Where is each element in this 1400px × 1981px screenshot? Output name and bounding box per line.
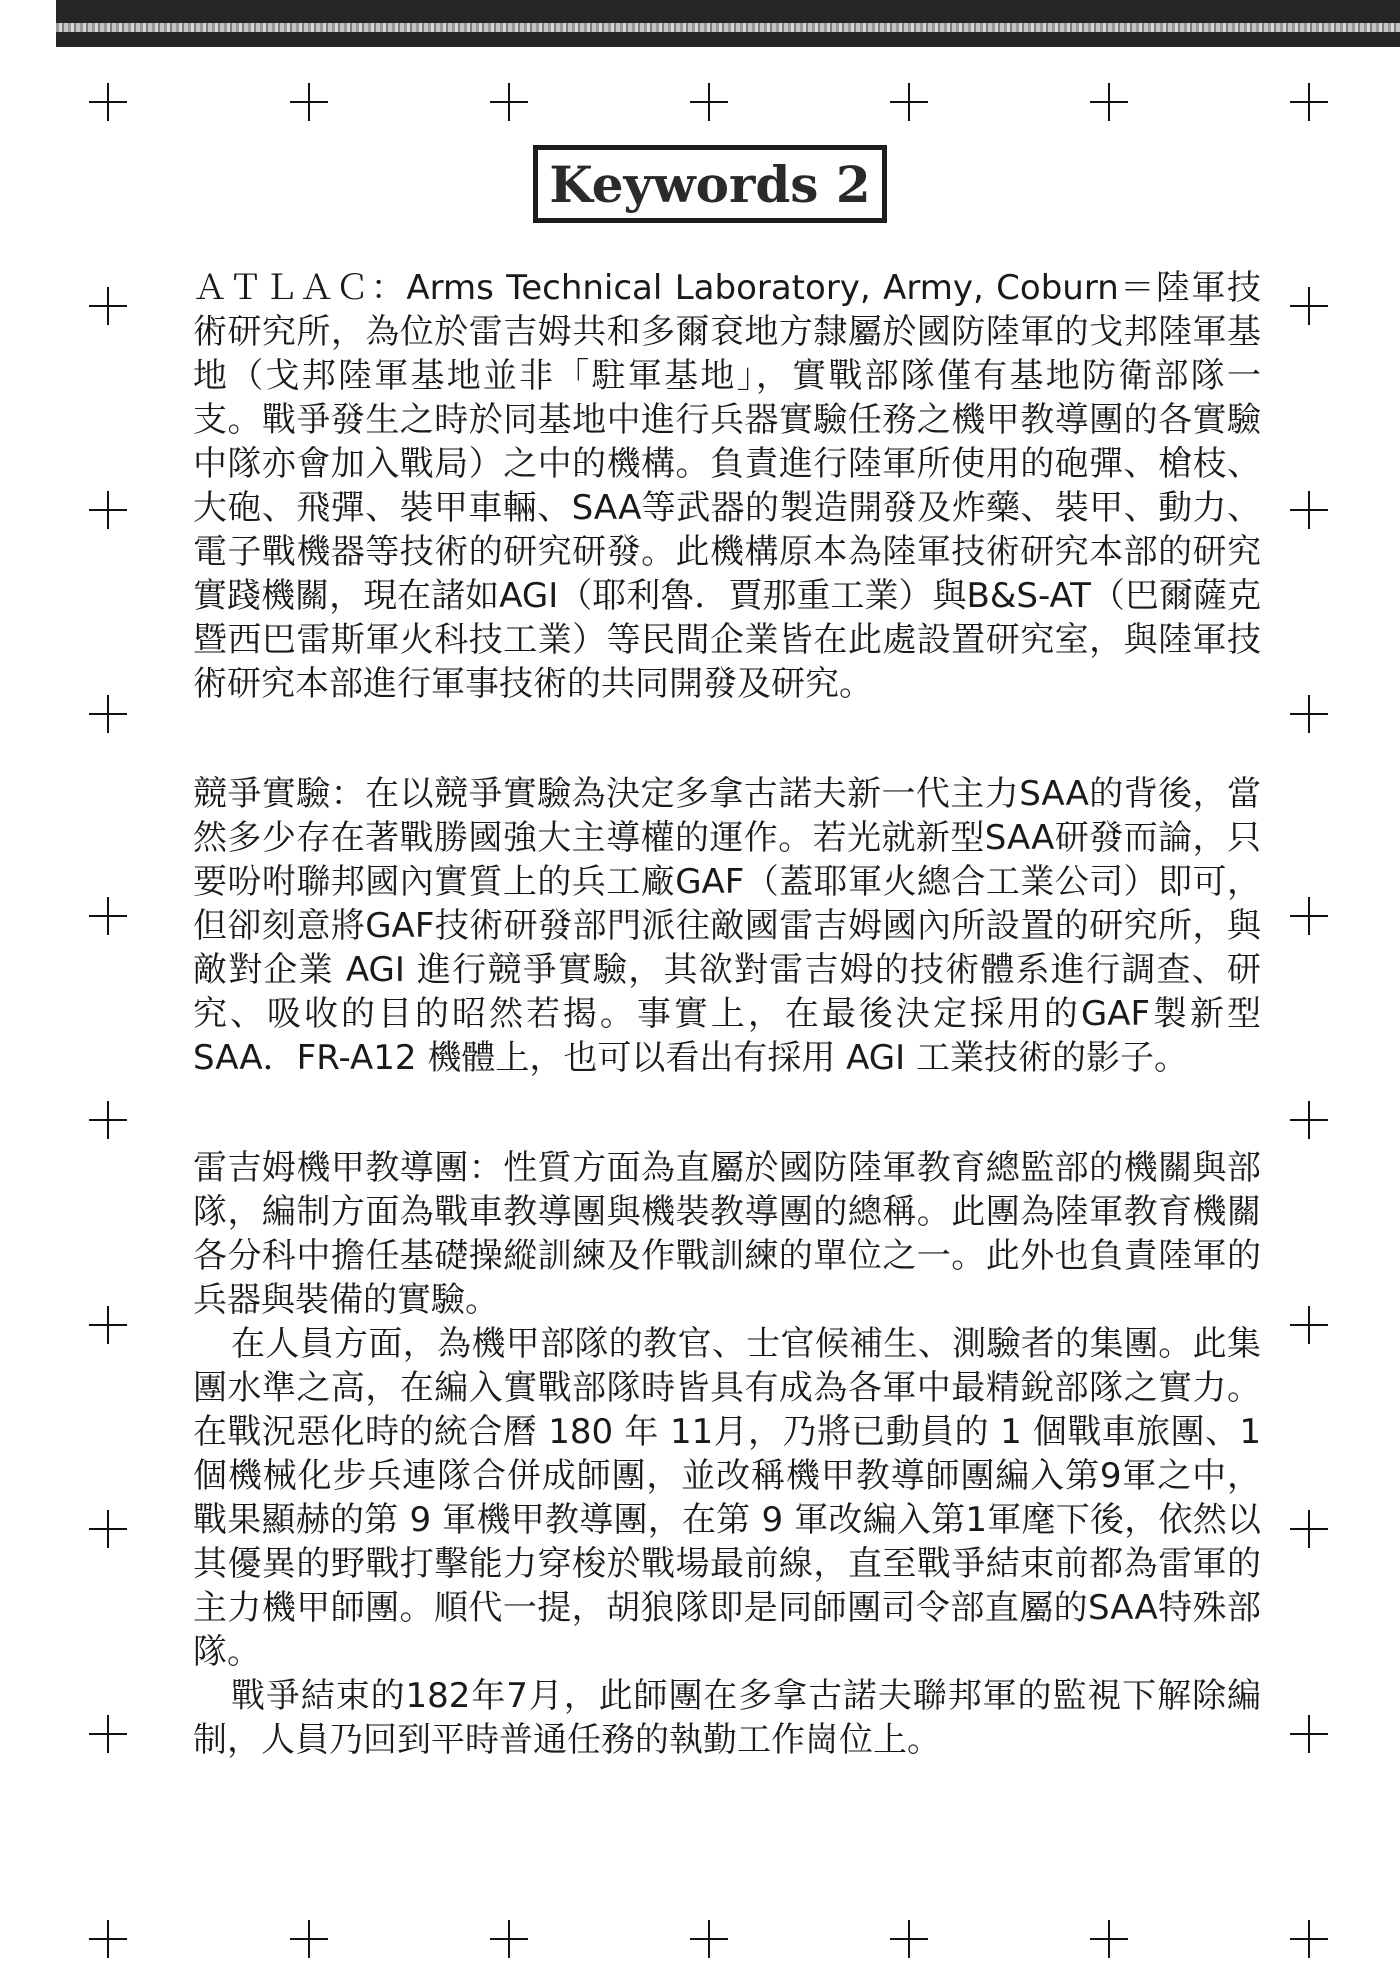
keyword-definition-continued: 在人員方面，為機甲部隊的教官、士官候補生、測驗者的集團。此集團水準之高，在編入實戰部隊時皆具有成為各軍中最精銳部隊之實力。在戰況惡化時的統合曆 180 年 11月，乃將已動員的 1 個戰車旅團、1個機械化步兵連隊合併成師團，並改稱機甲教導師團編入第9軍之中，戰果顯赫的第 9 軍機甲教導團，在第 9 軍改編入第1軍麾下後，依然以其優異的野戰打擊能力穿梭於戰場最前線，直至戰爭結束前都為雷軍的主力機甲師團。順代一提，胡狼隊即是同師團司令部直屬的SAA特殊部隊。 xyxy=(193,1324,1261,1672)
keyword-definition: Arms Technical Laboratory, Army, Coburn＝陸軍技術研究所，為位於雷吉姆共和多爾袞地方隸屬於國防陸軍的戈邦陸軍基地（戈邦陸軍基地並非「駐軍基地」，實戰部隊僅有基地防衛部隊一支。戰爭發生之時於同基地中進行兵器實驗任務之機甲教導團的各實驗中隊亦會加入戰局）之中的機構。負責進行陸軍所使用的砲彈、槍枝、大砲、飛彈、裝甲車輛、SAA等武器的製造開發及炸藥、裝甲、動力、電子戰機器等技術的研究研發。此機構原本為陸軍技術研究本部的研究實踐機關，現在諸如AGI（耶利魯．賈那重工業）與B&S-AT（巴爾薩克暨西巴雷斯軍火科技工業）等民間企業皆在此處設置研究室，與陸軍技術研究本部進行軍事技術的共同開發及研究。 xyxy=(193,268,1261,704)
crop-mark-icon xyxy=(690,1920,728,1958)
crop-mark-icon xyxy=(89,897,127,935)
crop-mark-icon xyxy=(1290,1510,1328,1548)
header-texture-stripe xyxy=(56,23,1400,32)
crop-mark-icon xyxy=(290,83,328,121)
crop-mark-icon xyxy=(890,83,928,121)
crop-mark-icon xyxy=(89,695,127,733)
keyword-term: ＡＴＬＡＣ： xyxy=(193,268,407,308)
crop-mark-icon xyxy=(89,1306,127,1344)
keyword-entry-armored-training-regiment xyxy=(193,1146,1261,1322)
crop-mark-icon xyxy=(1290,1101,1328,1139)
crop-mark-icon xyxy=(1090,1920,1128,1958)
keyword-term: 競爭實驗： xyxy=(193,774,366,814)
page-title-box xyxy=(533,145,887,223)
crop-mark-icon xyxy=(490,1920,528,1958)
crop-mark-icon xyxy=(89,1101,127,1139)
page-title: Keywords 2 xyxy=(549,154,871,214)
keyword-entry-atlac xyxy=(193,266,1261,706)
keyword-definition: 性質方面為直屬於國防陸軍教育總監部的機關與部隊，編制方面為戰車教導團與機裝教導團的總稱。此團為陸軍教育機關各分科中擔任基礎操縱訓練及作戰訓練的單位之一。此外也負責陸軍的兵器與裝備的實驗。 xyxy=(193,1148,1262,1320)
crop-mark-icon xyxy=(890,1920,928,1958)
crop-mark-icon xyxy=(89,83,127,121)
crop-mark-icon xyxy=(89,1920,127,1958)
crop-mark-icon xyxy=(1290,897,1328,935)
keyword-definition: 在以競爭實驗為決定多拿古諾夫新一代主力SAA的背後，當然多少存在著戰勝國強大主導權的運作。若光就新型SAA研發而論，只要吩咐聯邦國內實質上的兵工廠GAF（蓋耶軍火總合工業公司）即可，但卻刻意將GAF技術研發部門派往敵國雷吉姆國內所設置的研究所，與敵對企業 AGI 進行競爭實驗，其欲對雷吉姆的技術體系進行調查、研究、吸收的目的昭然若揭。事實上，在最後決定採用的GAF製新型SAA．FR-A12 機體上，也可以看出有採用 AGI 工業技術的影子。 xyxy=(193,774,1261,1078)
crop-mark-icon xyxy=(89,1715,127,1753)
crop-mark-icon xyxy=(290,1920,328,1958)
crop-mark-icon xyxy=(1290,83,1328,121)
crop-mark-icon xyxy=(490,83,528,121)
keyword-list xyxy=(193,266,1261,1762)
keyword-entry-competition-test xyxy=(193,772,1261,1080)
crop-mark-icon xyxy=(1290,491,1328,529)
crop-mark-icon xyxy=(1290,695,1328,733)
crop-mark-icon xyxy=(1090,83,1128,121)
crop-mark-icon xyxy=(1290,1920,1328,1958)
crop-mark-icon xyxy=(1290,287,1328,325)
keyword-term: 雷吉姆機甲教導團： xyxy=(193,1148,504,1188)
crop-mark-icon xyxy=(1290,1715,1328,1753)
crop-mark-icon xyxy=(89,1510,127,1548)
crop-mark-icon xyxy=(1290,1306,1328,1344)
keyword-definition-continued: 戰爭結束的182年7月，此師團在多拿古諾夫聯邦軍的監視下解除編制，人員乃回到平時普通任務的執勤工作崗位上。 xyxy=(193,1676,1261,1760)
crop-mark-icon xyxy=(690,83,728,121)
crop-mark-icon xyxy=(89,287,127,325)
crop-mark-icon xyxy=(89,491,127,529)
header-bar xyxy=(56,0,1400,47)
